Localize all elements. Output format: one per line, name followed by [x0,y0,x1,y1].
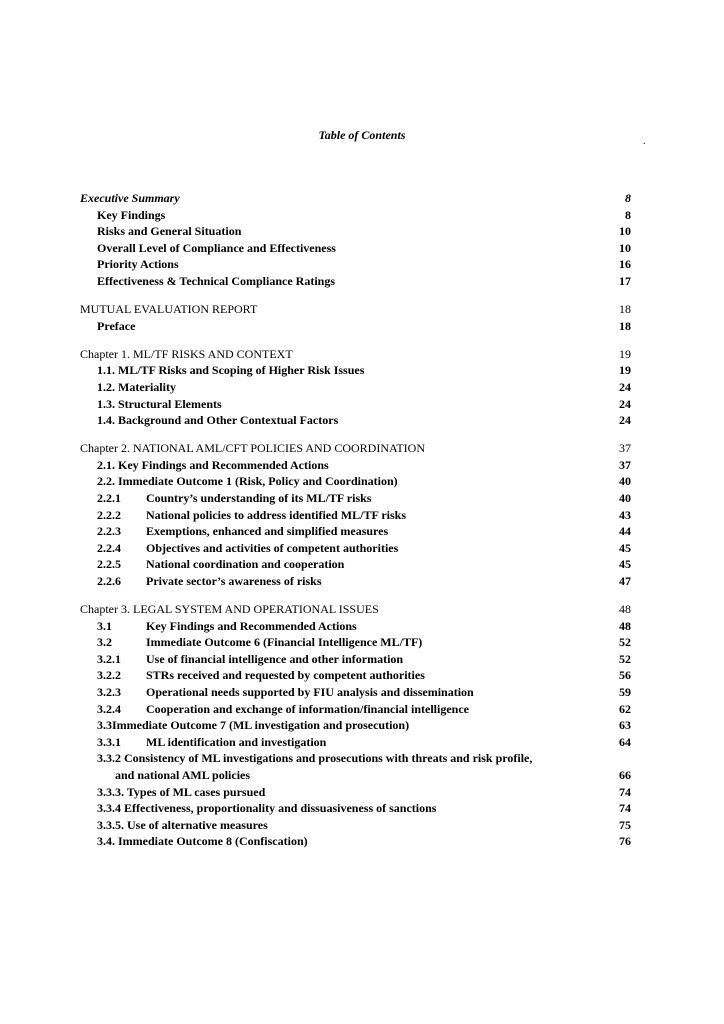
toc-entry-number: 3.2.3 [97,685,121,700]
toc-entry-label: Preface [97,318,136,333]
toc-page-number: 18 [619,318,631,333]
toc-entry-label [80,634,422,651]
toc-heading[interactable] [80,601,631,618]
toc-entry-label: 1.3. Structural Elements [97,396,222,411]
toc-entry-label: 3.3.5. Use of alternative measures [97,817,268,832]
toc-page-number: 17 [619,273,631,288]
toc-entry-number: 2.2.5 [97,557,121,572]
toc-heading-label: Chapter 3. LEGAL SYSTEM AND OPERATIONAL ISSUES [80,602,379,617]
toc-entry-text: Country’s understanding of its ML/TF risks [146,491,372,505]
toc-entry[interactable] [80,396,631,413]
toc-page-number: 48 [619,618,631,633]
toc-entry-label [80,490,371,507]
toc-entry-text: STRs received and requested by competent authorities [146,668,425,683]
toc-entry-label [80,556,344,573]
toc-entry[interactable] [80,800,631,817]
toc-entry[interactable] [80,223,631,240]
toc-page-number: 66 [619,768,631,782]
toc-entry-label [80,507,406,524]
toc-entry-number: 2.2.6 [97,573,121,588]
toc-page-number: 37 [619,441,631,456]
toc-page-number: 18 [619,302,631,317]
toc-entry[interactable] [80,701,631,718]
toc-entry-text: Operational needs supported by FIU analysis and dissemination [146,685,474,700]
toc-entry-label [80,523,388,540]
toc-entry[interactable] [80,473,631,490]
toc-entry-number: 3.1 [97,618,112,633]
toc-page-number: 10 [619,240,631,255]
toc-entry-text: Objectives and activities of competent authorities [146,540,399,555]
page-title: Table of Contents [318,128,406,142]
toc-page-number: 16 [619,257,631,272]
toc-page-number: 8 [625,207,631,222]
toc-page-number: 43 [619,507,631,522]
toc-section [80,440,631,589]
toc-entry[interactable] [80,207,631,224]
toc-entry-number: 3.3.1 [97,734,121,749]
toc-entry[interactable] [80,750,631,767]
toc-entry[interactable] [80,523,631,540]
toc-entry[interactable] [80,667,631,684]
toc-entry-text: Use of financial intelligence and other information [146,651,404,666]
toc-page-number: 48 [619,602,631,617]
toc-entry-label: 3.3.3. Types of ML cases pursued [97,784,266,799]
toc-entry-label: 3.3.4 Effectiveness, proportionality and dissuasiveness of sanctions [97,801,437,816]
toc-entry-label: Overall Level of Compliance and Effectiveness [97,240,336,255]
toc-heading[interactable] [80,190,631,207]
toc-entry[interactable] [80,817,631,834]
toc-entry-label [80,701,469,718]
toc-entry-label [80,651,403,668]
toc-entry[interactable] [80,556,631,573]
toc-entry[interactable] [80,684,631,701]
toc-entry-label: 1.4. Background and Other Contextual Factors [97,413,339,428]
toc-page-number: 45 [619,557,631,572]
toc-entry-text: Cooperation and exchange of information/financial intelligence [146,701,469,716]
toc-page-number: 45 [619,540,631,555]
toc-entry-number: 2.2.2 [97,507,121,522]
toc-entry-text: Key Findings and Recommended Actions [146,618,357,633]
toc-entry[interactable] [80,240,631,257]
toc-entry[interactable] [80,717,631,734]
toc-page-number: 10 [619,224,631,239]
toc-entry-label [80,618,357,635]
toc-heading-label: Chapter 1. ML/TF RISKS AND CONTEXT [80,346,293,361]
toc-section [80,346,631,429]
toc-entry-label: Priority Actions [97,257,179,272]
corner-mark: . [643,136,646,147]
toc-page-number: 24 [619,396,631,411]
toc-entry-text: Exemptions, enhanced and simplified measures [146,524,389,539]
toc-entry[interactable] [80,490,631,507]
toc-page-number: 64 [619,734,631,749]
toc-entry-text: National policies to address identified ML/TF risks [146,507,407,522]
toc-heading[interactable] [80,346,631,363]
toc-page-number: 74 [619,784,631,799]
toc-entry-number: 3.2.1 [97,651,121,666]
toc-entry-number: 2.2.4 [97,540,121,555]
toc-heading[interactable] [80,440,631,457]
toc-entry[interactable] [80,573,631,590]
toc-entry-label [80,667,425,684]
toc-section [80,601,631,850]
toc-heading-label: Chapter 2. NATIONAL AML/CFT POLICIES AND COORDINATION [80,441,425,456]
toc-heading-label: Executive Summary [80,191,180,205]
toc-entry-label [80,573,322,590]
toc-entry-label: 2.2. Immediate Outcome 1 (Risk, Policy and Coordination) [97,474,398,489]
toc-page-number: 52 [619,635,631,650]
toc-page-number: 19 [619,363,631,378]
toc-page-number: 56 [619,668,631,683]
toc-entry-number: 2.2.3 [97,524,121,539]
toc-entry-label: 3.3Immediate Outcome 7 (ML investigation and prosecution) [97,718,410,733]
toc-entry-number: 3.2.4 [97,701,121,716]
toc-entry-label: 1.1. ML/TF Risks and Scoping of Higher Risk Issues [97,363,365,378]
toc-entry[interactable] [80,833,631,850]
toc-section [80,301,631,334]
toc-page-number: 24 [619,413,631,428]
toc-page-number: 74 [619,801,631,816]
toc-page-number: 24 [619,379,631,394]
toc-entry-label: Risks and General Situation [97,224,242,239]
toc-entry-number: 3.2 [97,635,112,650]
toc-entry-text: Private sector’s awareness of risks [146,573,322,588]
toc-page-number: 40 [619,491,631,505]
toc-entry[interactable] [80,767,631,784]
toc-entry-label: 1.2. Materiality [97,379,176,394]
toc-page-number: 62 [619,701,631,716]
toc-entry[interactable] [80,273,631,290]
toc-entry[interactable] [80,618,631,635]
toc-entry[interactable] [80,412,631,429]
toc-entry-label: Key Findings [97,207,166,222]
toc-entry-label: Effectiveness & Technical Compliance Ratings [97,273,335,288]
toc-heading[interactable] [80,301,631,318]
toc-entry[interactable] [80,256,631,273]
toc-entry-text: Immediate Outcome 6 (Financial Intelligence ML/TF) [146,635,423,650]
toc-page-number: 19 [619,346,631,361]
toc-entry[interactable] [80,784,631,801]
toc-entry[interactable] [80,540,631,557]
toc-section [80,190,631,290]
table-of-contents [80,190,631,850]
toc-entry-number: 2.2.1 [97,491,121,505]
toc-page-number: 37 [619,457,631,472]
toc-entry[interactable] [80,634,631,651]
toc-page-number: 63 [619,718,631,733]
toc-entry-number: 3.2.2 [97,668,121,683]
toc-entry[interactable] [80,651,631,668]
toc-entry-text: ML identification and investigation [146,734,327,749]
toc-page-number: 76 [619,834,631,849]
toc-page-number: 47 [619,573,631,588]
toc-entry-label [80,734,326,751]
toc-entry-label: 3.3.2 Consistency of ML investigations and prosecutions with threats and risk profile, [97,751,533,766]
toc-entry-label: and national AML policies [115,768,251,782]
toc-entry-label [80,540,398,557]
toc-entry-label: 2.1. Key Findings and Recommended Actions [97,457,329,472]
toc-entry[interactable] [80,362,631,379]
toc-page-number: 52 [619,651,631,666]
toc-entry[interactable] [80,734,631,751]
toc-entry-text: National coordination and cooperation [146,557,345,572]
toc-page-number: 59 [619,685,631,700]
toc-entry[interactable] [80,318,631,335]
toc-page-number: 40 [619,474,631,489]
toc-entry[interactable] [80,379,631,396]
toc-entry-label [80,684,474,701]
toc-entry[interactable] [80,507,631,524]
toc-heading-label: MUTUAL EVALUATION REPORT [80,302,258,317]
toc-page-number: 75 [619,817,631,832]
toc-page-number: 8 [625,191,631,205]
toc-page-number: 44 [619,524,631,539]
toc-entry-label: 3.4. Immediate Outcome 8 (Confiscation) [97,834,308,849]
toc-entry[interactable] [80,457,631,474]
